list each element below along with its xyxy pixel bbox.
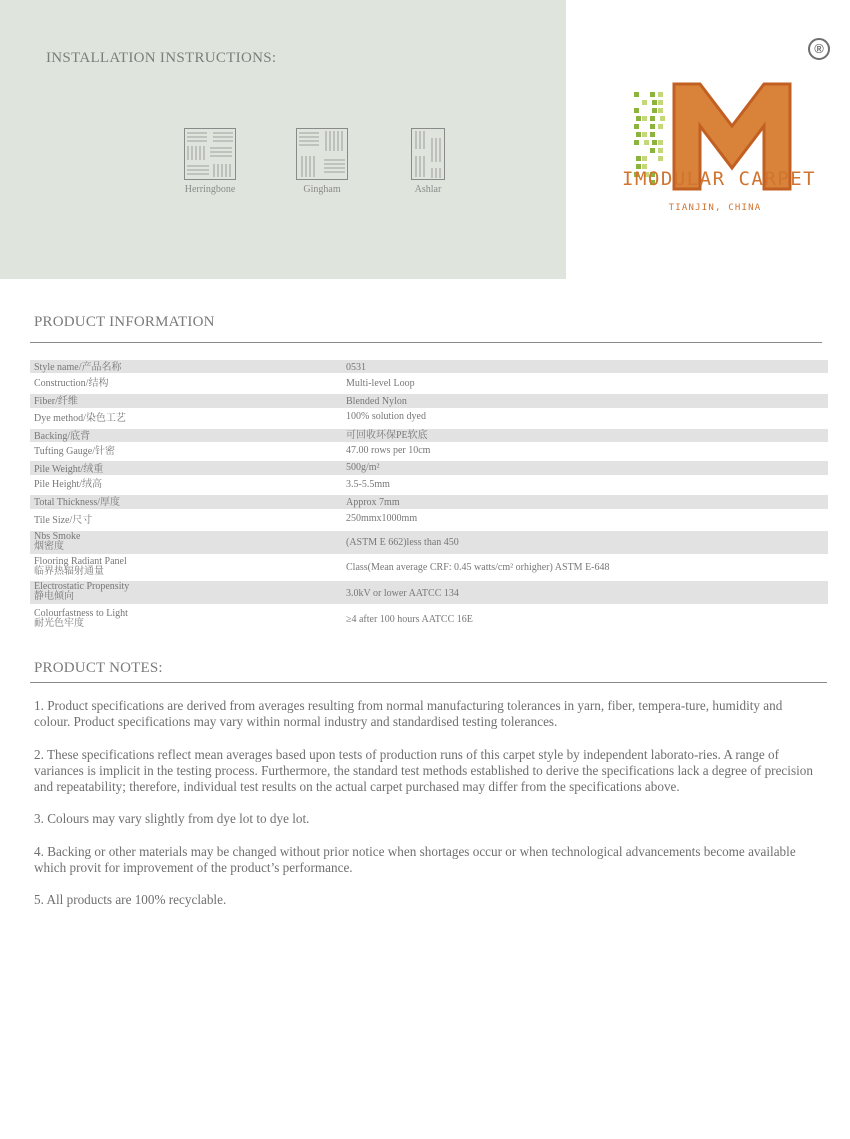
spec-value: 3.0kV or lower AATCC 134 xyxy=(346,588,459,599)
logo-pixel xyxy=(636,116,641,121)
installation-title: INSTALLATION INSTRUCTIONS: xyxy=(46,50,277,66)
spec-label: Backing/底背 xyxy=(34,431,91,442)
logo-pixel xyxy=(658,148,663,153)
pattern-ashlar xyxy=(400,128,456,195)
herringbone-pattern-icon xyxy=(184,128,236,180)
spec-label-cn: 静电倾向 xyxy=(34,590,74,602)
spec-value: 500g/m² xyxy=(346,462,380,473)
spec-value: Class(Mean average CRF: 0.45 watts/cm² orhigher) ASTM E-648 xyxy=(346,562,610,573)
spec-label-en: Flooring Radiant Panel xyxy=(34,556,127,567)
pattern-label: Gingham xyxy=(303,184,341,195)
spec-value: (ASTM E 662)less than 450 xyxy=(346,537,459,548)
spec-label xyxy=(34,609,128,628)
logo-pixel xyxy=(650,132,655,137)
product-notes-list xyxy=(34,698,816,925)
pattern-label: Herringbone xyxy=(184,184,236,195)
logo-pixel xyxy=(650,124,655,129)
logo-location: TIANJIN, CHINA xyxy=(668,203,762,213)
logo-pixel xyxy=(642,116,647,121)
spec-row xyxy=(30,495,828,509)
logo-pixel xyxy=(652,108,657,113)
product-info-title: PRODUCT INFORMATION xyxy=(34,314,215,330)
spec-value: 47.00 rows per 10cm xyxy=(346,445,431,456)
spec-row xyxy=(30,604,828,630)
logo-pixel xyxy=(660,116,665,121)
logo-pixel xyxy=(650,148,655,153)
company-logo-icon xyxy=(610,38,840,228)
product-info-divider xyxy=(30,342,822,343)
spec-label xyxy=(34,532,80,551)
spec-row xyxy=(30,429,828,442)
product-notes-divider xyxy=(30,682,827,683)
logo-pixel xyxy=(636,132,641,137)
spec-label xyxy=(34,582,129,601)
spec-label-cn: 耐光色牢度 xyxy=(34,617,84,629)
logo-pixel xyxy=(634,124,639,129)
registered-mark: ® xyxy=(808,38,830,60)
spec-label xyxy=(34,557,127,576)
spec-label-en: Electrostatic Propensity xyxy=(34,581,130,592)
spec-row xyxy=(30,408,828,429)
ashlar-pattern-icon xyxy=(411,128,445,180)
spec-label: Style name/产品名称 xyxy=(34,362,122,373)
logo-pixel xyxy=(636,156,641,161)
spec-row xyxy=(30,461,828,475)
pattern-herringbone xyxy=(176,128,244,195)
logo-pixel xyxy=(658,92,663,97)
spec-label: Construction/结构 xyxy=(34,378,109,389)
logo-wordmark: IMODULAR CARPET xyxy=(622,168,817,190)
product-notes-title: PRODUCT NOTES: xyxy=(34,660,163,676)
spec-value: 250mmx1000mm xyxy=(346,513,418,524)
spec-value: 0531 xyxy=(346,362,366,373)
spec-row xyxy=(30,509,828,531)
spec-label: Tile Size/尺寸 xyxy=(34,515,93,526)
spec-label-cn: 烟密度 xyxy=(34,540,64,552)
spec-row xyxy=(30,475,828,495)
note-item: 4. Backing or other materials may be changed without prior notice when shortages occur or when technological advancements become available which provit for improvement of the product’s performance. xyxy=(34,843,796,875)
gingham-pattern-icon xyxy=(296,128,348,180)
spec-row xyxy=(30,373,828,394)
logo-pixel xyxy=(634,140,639,145)
spec-label-en: Nbs Smoke xyxy=(34,531,81,542)
logo-pixel xyxy=(658,156,663,161)
spec-label: Pile Weight/绒重 xyxy=(34,464,104,475)
logo-pixel xyxy=(650,92,655,97)
installation-panel xyxy=(0,0,566,279)
note-item: 1. Product specifications are derived from averages resulting from normal manufacturing tolerances in yarn, fiber, tempera-ture, humidity and colour. Product specifications may vary within normal industry and standardised testing tolerances. xyxy=(34,698,783,730)
spec-row xyxy=(30,554,828,581)
logo-pixel xyxy=(642,156,647,161)
spec-row xyxy=(30,442,828,461)
spec-value: Approx 7mm xyxy=(346,497,400,508)
spec-value: 可回收环保PE软底 xyxy=(346,430,428,441)
pattern-gingham xyxy=(288,128,356,195)
spec-value: 3.5-5.5mm xyxy=(346,479,390,490)
note-item: 5. All products are 100% recyclable. xyxy=(34,892,227,908)
spec-row xyxy=(30,531,828,554)
logo-pixel xyxy=(652,100,657,105)
logo-pixel xyxy=(652,140,657,145)
note-item: 3. Colours may vary slightly from dye lot to dye lot. xyxy=(34,811,310,827)
spec-label: Pile Height/绒高 xyxy=(34,479,103,490)
logo-pixel xyxy=(634,92,639,97)
logo-pixel xyxy=(658,100,663,105)
logo-pixel xyxy=(658,108,663,113)
logo-pixel xyxy=(658,140,663,145)
spec-table xyxy=(30,360,828,630)
spec-value: 100% solution dyed xyxy=(346,411,426,422)
spec-label-en: Colourfastness to Light xyxy=(34,608,128,619)
pattern-label: Ashlar xyxy=(414,184,442,195)
logo-pixel xyxy=(644,140,649,145)
spec-value: Multi-level Loop xyxy=(346,378,415,389)
spec-row xyxy=(30,581,828,604)
logo-pixel xyxy=(650,116,655,121)
spec-value: ≥4 after 100 hours AATCC 16E xyxy=(346,614,473,625)
spec-label: Tufting Gauge/针密 xyxy=(34,446,116,457)
spec-label-cn: 临界热辐射通量 xyxy=(34,565,104,577)
spec-label: Dye method/染色工艺 xyxy=(34,413,126,424)
spec-row xyxy=(30,360,828,373)
logo-pixel xyxy=(642,132,647,137)
logo-pixel xyxy=(658,124,663,129)
note-item: 2. These specifications reflect mean averages based upon tests of production runs of this carpet style by independent laborato-ries. A range of variances is implicit in the testing process. Furthermore, the standard test methods established to derive the specifications lack a degree of precision and repeatability; therefore, individual test results on the actual carpet purchased may differ from the specifications above. xyxy=(34,746,813,794)
spec-row xyxy=(30,394,828,408)
spec-label: Fiber/纤维 xyxy=(34,396,78,407)
spec-label: Total Thickness/厚度 xyxy=(34,497,121,508)
spec-value: Blended Nylon xyxy=(346,396,407,407)
logo-pixel xyxy=(642,100,647,105)
logo-pixel xyxy=(634,108,639,113)
